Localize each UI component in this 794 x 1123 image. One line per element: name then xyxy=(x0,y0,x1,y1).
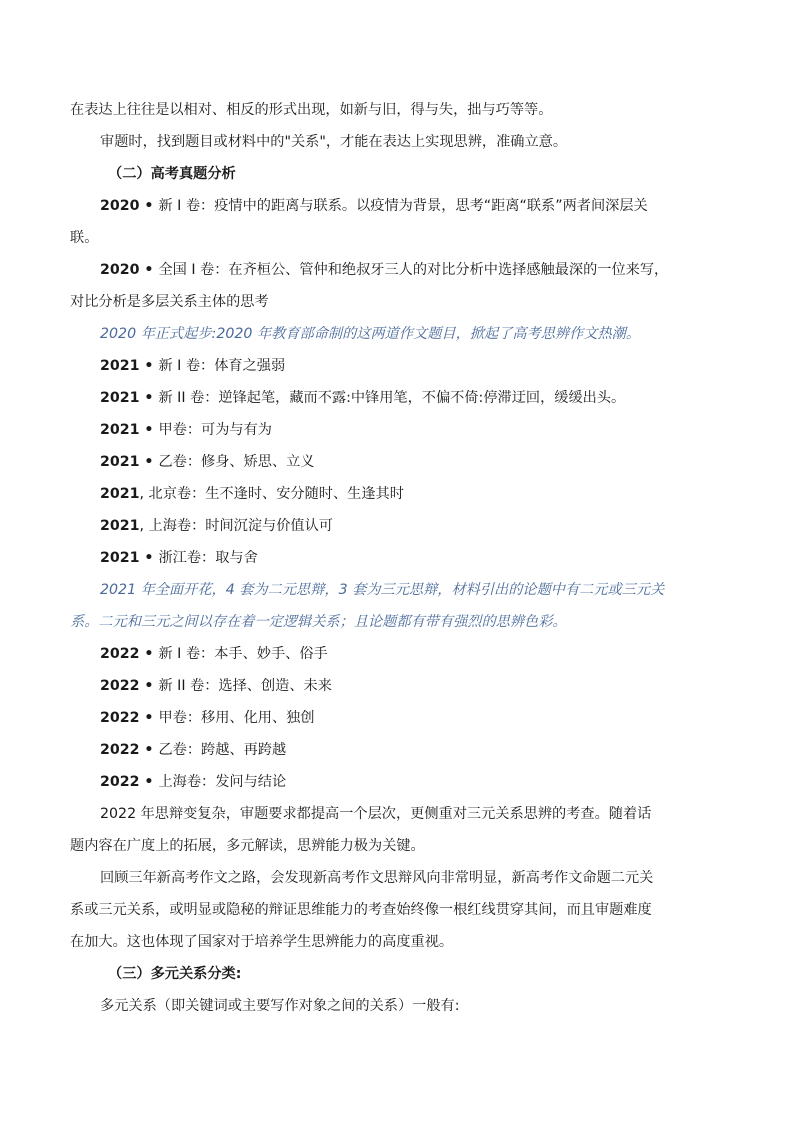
item-text: 乙卷：跨越、再跨越 xyxy=(158,742,287,758)
item-text: 上海卷：发问与结论 xyxy=(158,774,287,790)
item-year: 2022 • xyxy=(100,774,159,790)
item-year: 2021 xyxy=(100,486,140,502)
summary-2022-line2: 题内容在广度上的拓展，多元解读，思辨能力极为关键。 xyxy=(70,838,425,854)
item-year: 2021 • xyxy=(100,454,159,470)
list-item xyxy=(70,446,728,478)
review-line1: 回顾三年新高考作文之路，会发现新高考作文思辩风向非常明显，新高考作文命题二元关 xyxy=(100,870,654,886)
review-line3: 在加大。这也体现了国家对于培养学生思辨能力的高度重视。 xyxy=(70,934,454,950)
item-text: , 北京卷：生不逢时、安分随时、生逢其时 xyxy=(139,486,404,502)
item-2020-1-cont: 联。 xyxy=(70,230,99,246)
list-item xyxy=(70,670,728,702)
item-2020-1 xyxy=(70,190,728,222)
item-year: 2022 • xyxy=(100,646,159,662)
item-year: 2022 • xyxy=(100,678,159,694)
item-text: 新 I 卷：疫情中的距离与联系。以疫情为背景，思考“距离“联系”两者间深层关 xyxy=(158,198,648,214)
item-text: 浙江卷：取与舍 xyxy=(158,550,258,566)
item-2020-2-cont: 对比分析是多层关系主体的思考 xyxy=(70,294,269,310)
item-year: 2020 • xyxy=(100,262,159,278)
list-item xyxy=(70,702,728,734)
item-text: 全国 I 卷：在齐桓公、管仲和绝叔牙三人的对比分析中选择感触最深的一位来写， xyxy=(158,262,669,278)
item-text: 乙卷：修身、矫思、立义 xyxy=(158,454,315,470)
item-text: 甲卷：移用、化用、独创 xyxy=(158,710,315,726)
item-year: 2021 xyxy=(100,518,140,534)
item-text: 新 II 卷：逆锋起笔，藏而不露:中锋用笔，不偏不倚:停滞迂回，缓缓出头。 xyxy=(158,390,626,406)
item-year: 2021 • xyxy=(100,550,159,566)
item-year: 2021 • xyxy=(100,358,159,374)
list-item xyxy=(70,478,728,510)
section3-intro: 多元关系（即关键词或主要写作对象之间的关系）一般有: xyxy=(100,998,460,1014)
note-2020: 2020 年正式起步:2020 年教育部命制的这两道作文题目，掀起了高考思辨作文热潮。 xyxy=(100,326,641,342)
list-item xyxy=(70,350,728,382)
item-2020-2 xyxy=(70,254,728,286)
section3-heading: （三）多元关系分类: xyxy=(108,966,242,982)
item-year: 2022 • xyxy=(100,710,159,726)
review-line2: 系或三元关系，或明显或隐秘的辩证思维能力的考查始终像一根红线贯穿其间，而且审题难度 xyxy=(70,902,652,918)
note-2021-line2: 系。二元和三元之间以存在着一定逻辑关系；且论题都有带有强烈的思辨色彩。 xyxy=(70,614,567,630)
item-text: , 上海卷：时间沉淀与价值认可 xyxy=(139,518,333,534)
item-year: 2022 • xyxy=(100,742,159,758)
list-item xyxy=(70,414,728,446)
item-year: 2021 • xyxy=(100,422,159,438)
summary-2022-line1: 2022 年思辩变复杂，审题要求都提高一个层次，更侧重对三元关系思辨的考查。随着话 xyxy=(100,806,652,822)
paragraph-p1: 在表达上往往是以相对、相反的形式出现，如新与旧，得与失，拙与巧等等。 xyxy=(70,102,553,118)
list-item xyxy=(70,734,728,766)
list-item xyxy=(70,382,728,414)
note-2021-line1: 2021 年全面开花，4 套为二元思辩，3 套为三元思辩，材料引出的论题中有二元或三元关 xyxy=(100,582,665,598)
item-text: 新 I 卷：本手、妙手、俗手 xyxy=(158,646,328,662)
section2-heading: （二）高考真题分析 xyxy=(108,166,236,182)
list-item xyxy=(70,638,728,670)
item-text: 新 I 卷：体育之强弱 xyxy=(158,358,286,374)
list-item xyxy=(70,766,728,798)
item-year: 2020 • xyxy=(100,198,159,214)
list-item xyxy=(70,542,728,574)
item-year: 2021 • xyxy=(100,390,159,406)
list-item xyxy=(70,510,728,542)
item-text: 甲卷：可为与有为 xyxy=(158,422,272,438)
paragraph-p2: 审题时，找到题目或材料中的"关系"，才能在表达上实现思辨，准确立意。 xyxy=(100,134,568,150)
item-text: 新 II 卷：选择、创造、未来 xyxy=(158,678,332,694)
